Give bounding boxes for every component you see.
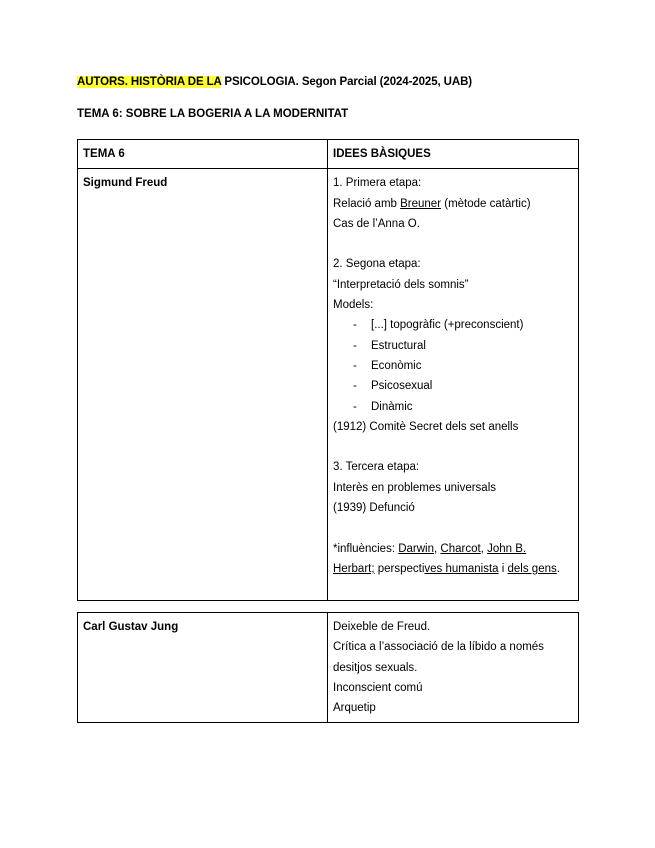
list-item: - Dinàmic	[353, 400, 413, 413]
blank-line	[333, 437, 573, 457]
rel-suffix: (mètode catàrtic)	[441, 197, 531, 210]
author-jung: Carl Gustav Jung	[78, 613, 328, 723]
col2-header: IDEES BÀSIQUES	[328, 140, 579, 169]
period: .	[556, 562, 560, 575]
jung-line: desitjos sexuals.	[333, 661, 418, 674]
stage3-heading: 3. Tercera etapa:	[333, 461, 420, 474]
jung-line: Crítica a l’associació de la líbido a només	[333, 641, 544, 654]
col1-header: TEMA 6	[78, 140, 328, 169]
section-subtitle: TEMA 6: SOBRE LA BOGERIA A LA MODERNITAT	[77, 108, 349, 120]
stage2-work: “Interpretació dels somnis”	[333, 278, 469, 291]
humanista-link[interactable]: ves humanista	[424, 562, 499, 575]
list-item: - Econòmic	[353, 359, 422, 372]
title-highlight: AUTORS. HISTÒRIA DE LA	[77, 76, 222, 88]
jung-line: Inconscient comú	[333, 681, 423, 694]
john-link[interactable]: John B.	[487, 542, 527, 555]
charcot-link[interactable]: Charcot	[440, 542, 481, 555]
blank-line	[333, 234, 573, 254]
document-title	[77, 76, 472, 88]
persp-prefix: perspecti	[374, 562, 425, 575]
freud-table	[77, 139, 579, 601]
separator: ,	[434, 542, 441, 555]
breuner-link[interactable]: Breuner	[400, 197, 442, 210]
author-freud: Sigmund Freud	[78, 169, 328, 601]
stage1-case: Cas de l’Anna O.	[333, 217, 420, 230]
influences-prefix: *influències:	[333, 542, 399, 555]
stage1-heading: 1. Primera etapa:	[333, 177, 422, 190]
influences-line-2	[333, 559, 573, 579]
model-topografic: [...] topogràfic (+preconscient)	[371, 319, 524, 332]
model-psicosexual: Psicosexual	[371, 380, 433, 393]
rel-prefix: Relació amb	[333, 197, 401, 210]
table-row	[78, 613, 579, 723]
blank-line	[333, 518, 573, 538]
stage2-committee: (1912) Comitè Secret dels set anells	[333, 420, 519, 433]
freud-ideas-cell	[328, 169, 579, 601]
jung-line: Deixeble de Freud.	[333, 621, 431, 633]
model-economic: Econòmic	[371, 359, 422, 372]
table-header-row	[78, 140, 579, 169]
separator: ,	[480, 542, 488, 555]
influences-line	[333, 539, 573, 559]
gens-link[interactable]: dels gens	[507, 562, 557, 575]
stage3-death: (1939) Defunció	[333, 502, 415, 515]
stage1-relation	[333, 194, 573, 214]
list-item: - Psicosexual	[353, 380, 433, 393]
jung-table	[77, 612, 579, 723]
models-label: Models:	[333, 299, 374, 312]
stage2-heading: 2. Segona etapa:	[333, 258, 421, 271]
table-row	[78, 169, 579, 601]
jung-ideas-cell	[328, 613, 579, 723]
model-estructural: Estructural	[371, 339, 426, 352]
stage3-interest: Interès en problemes universals	[333, 481, 496, 494]
title-rest: PSICOLOGIA. Segon Parcial (2024-2025, UAB)	[221, 76, 473, 88]
jung-line: Arquetip	[333, 702, 376, 715]
list-item: - Estructural	[353, 339, 426, 352]
model-dinamic: Dinàmic	[371, 400, 413, 413]
conjunction: i	[498, 562, 508, 575]
darwin-link[interactable]: Darwin	[398, 542, 435, 555]
list-item: - [...] topogràfic (+preconscient)	[353, 319, 524, 332]
herbart-link[interactable]: Herbart;	[333, 562, 375, 575]
